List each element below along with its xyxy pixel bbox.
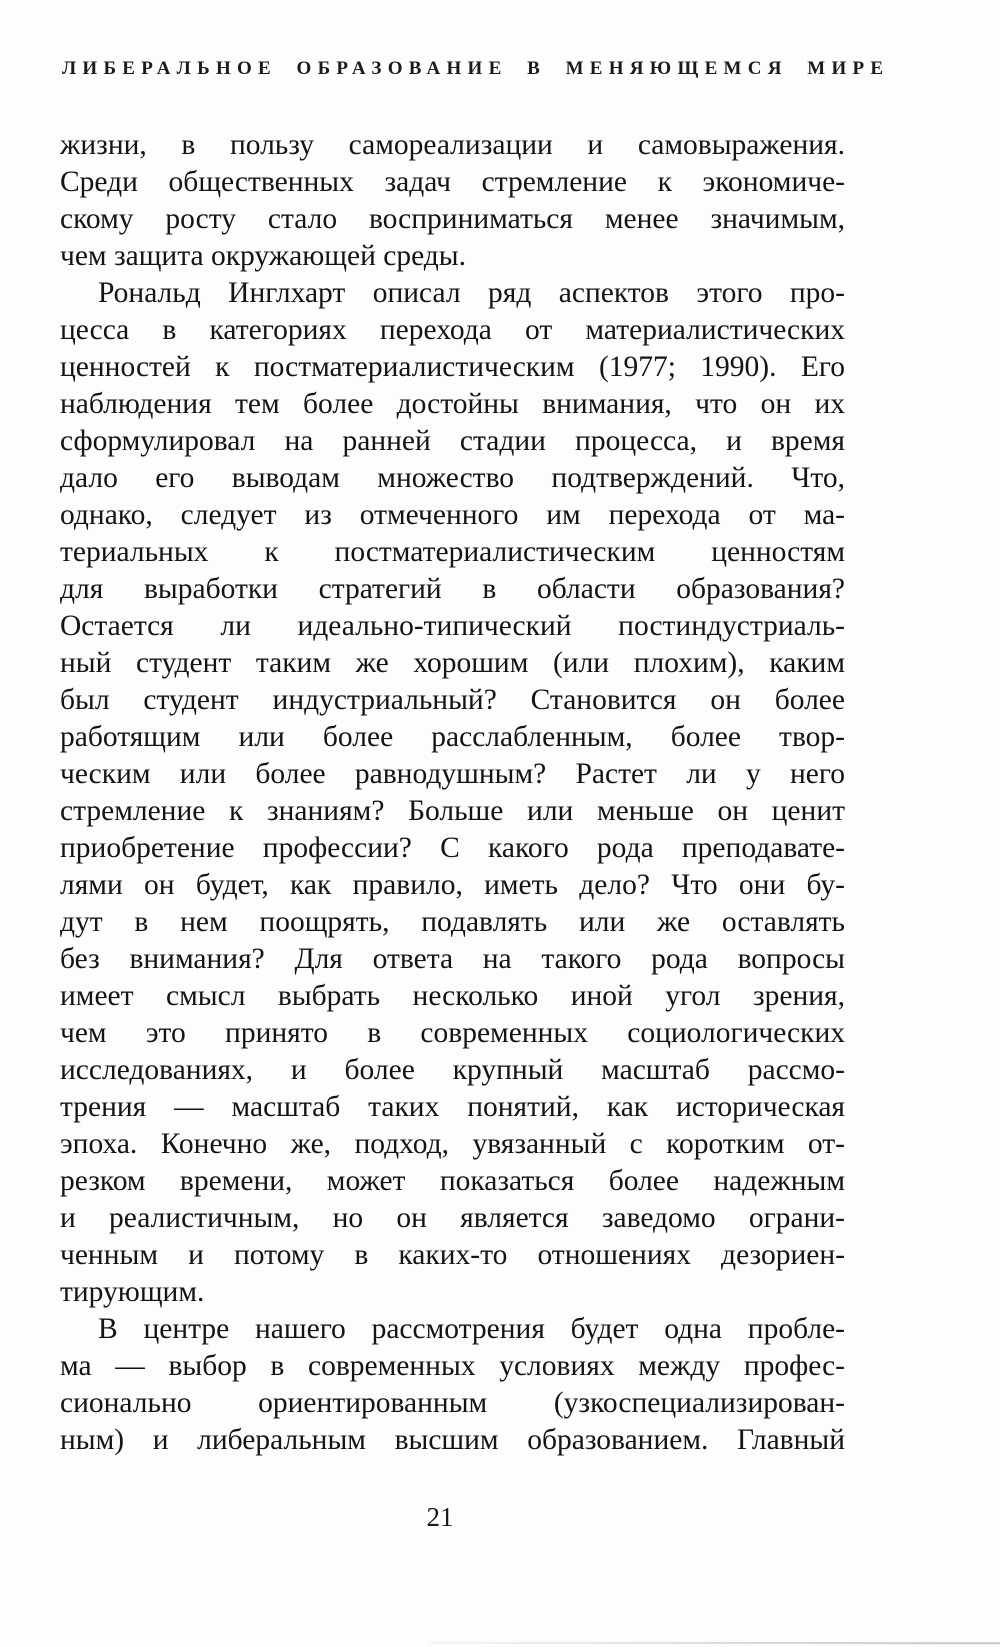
text-line: чем защита окружающей среды.	[60, 240, 466, 272]
text-line: Среди общественных задач стремление к экономиче-	[60, 166, 845, 198]
text-block	[60, 127, 845, 1459]
text-line: териальных к постматериалистическим ценностям	[60, 536, 845, 568]
text-line: Остается ли идеально-типический постиндустриаль-	[60, 610, 845, 642]
text-line: ценностей к постматериалистическим (1977; 1990). Его	[60, 351, 845, 383]
text-line: резком времени, может показаться более надежным	[60, 1165, 845, 1197]
text-line: дало его выводам множество подтверждений. Что,	[60, 462, 845, 494]
paragraph	[60, 1311, 845, 1459]
text-line: скому росту стало восприниматься менее значимым,	[60, 203, 845, 235]
text-line: и реалистичным, но он является заведомо ограни-	[60, 1202, 845, 1234]
text-line: ным) и либеральным высшим образованием. Главный	[60, 1424, 845, 1456]
scan-artifact-line	[430, 1642, 1000, 1645]
text-line: однако, следует из отмеченного им перехода от ма-	[60, 499, 845, 531]
page-number: 21	[426, 1502, 454, 1532]
text-line: жизни, в пользу самореализации и самовыражения.	[60, 129, 845, 161]
text-line: дут в нем поощрять, подавлять или же оставлять	[60, 906, 845, 938]
text-line: Рональд Инглхарт описал ряд аспектов этого про-	[98, 277, 845, 309]
text-line: ченным и потому в каких-то отношениях дезориен-	[60, 1239, 845, 1271]
text-line: ческим или более равнодушным? Растет ли у него	[60, 758, 845, 790]
text-line: стремление к знаниям? Больше или меньше он ценит	[60, 795, 845, 827]
text-line: сионально ориентированным (узкоспециализирован-	[60, 1387, 845, 1419]
text-line: трения — масштаб таких понятий, как историческая	[60, 1091, 845, 1123]
text-line: В центре нашего рассмотрения будет одна пробле-	[98, 1313, 845, 1345]
text-line: исследованиях, и более крупный масштаб рассмо-	[60, 1054, 845, 1086]
paragraph	[60, 275, 845, 1311]
text-line: сформулировал на ранней стадии процесса, и время	[60, 425, 845, 457]
text-line: ма — выбор в современных условиях между профес-	[60, 1350, 845, 1382]
text-line: приобретение профессии? С какого рода преподавате-	[60, 832, 845, 864]
text-line: лями он будет, как правило, иметь дело? Что они бу-	[60, 869, 845, 901]
text-line: для выработки стратегий в области образования?	[60, 573, 845, 605]
text-line: цесса в категориях перехода от материалистических	[60, 314, 845, 346]
text-line: чем это принято в современных социологических	[60, 1017, 845, 1049]
text-line: работящим или более расслабленным, более твор-	[60, 721, 845, 753]
text-line: был студент индустриальный? Становится он более	[60, 684, 845, 716]
running-head: ЛИБЕРАЛЬНОЕ ОБРАЗОВАНИЕ В МЕНЯЮЩЕМСЯ МИРЕ	[62, 58, 890, 79]
text-line: ный студент таким же хорошим (или плохим), каким	[60, 647, 845, 679]
text-line: без внимания? Для ответа на такого рода вопросы	[60, 943, 845, 975]
text-line: наблюдения тем более достойны внимания, что он их	[60, 388, 845, 420]
text-line: имеет смысл выбрать несколько иной угол зрения,	[60, 980, 845, 1012]
text-line: эпоха. Конечно же, подход, увязанный с коротким от-	[60, 1128, 845, 1160]
text-line: тирующим.	[60, 1276, 205, 1308]
paragraph	[60, 127, 845, 275]
